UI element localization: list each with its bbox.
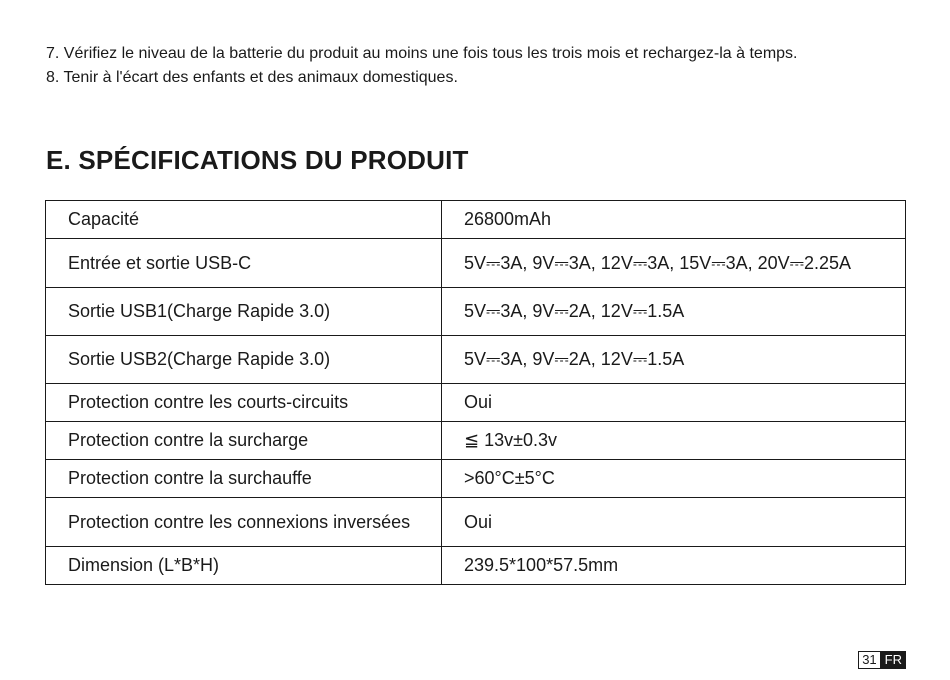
spec-row-usb-c — [46, 239, 906, 288]
spec-table — [45, 200, 906, 585]
spec-label: Protection contre les courts-circuits — [46, 384, 442, 422]
language-badge: FR — [881, 651, 906, 669]
spec-row-overheat — [46, 460, 906, 498]
spec-value: 5V⎓3A, 9V⎓3A, 12V⎓3A, 15V⎓3A, 20V⎓2.25A — [442, 239, 906, 288]
spec-value: ≦ 13v±0.3v — [442, 422, 906, 460]
spec-value: 5V⎓3A, 9V⎓2A, 12V⎓1.5A — [442, 288, 906, 336]
spec-label: Protection contre la surchauffe — [46, 460, 442, 498]
note-item: 7. Vérifiez le niveau de la batterie du produit au moins une fois tous les trois mois et rechargez-la à temps. — [46, 45, 798, 62]
spec-value: 239.5*100*57.5mm — [442, 547, 906, 585]
spec-row-reverse-connection — [46, 498, 906, 547]
spec-label: Protection contre la surcharge — [46, 422, 442, 460]
spec-row-overcharge — [46, 422, 906, 460]
section-title: E. SPÉCIFICATIONS DU PRODUIT — [46, 145, 469, 175]
spec-row-usb2 — [46, 336, 906, 384]
spec-value: 26800mAh — [442, 201, 906, 239]
spec-label: Capacité — [46, 201, 442, 239]
spec-row-short-circuit — [46, 384, 906, 422]
page-indicator — [858, 651, 906, 669]
spec-row-usb1 — [46, 288, 906, 336]
spec-label: Sortie USB1(Charge Rapide 3.0) — [46, 288, 442, 336]
spec-value: Oui — [442, 498, 906, 547]
spec-row-dimension — [46, 547, 906, 585]
spec-value: Oui — [442, 384, 906, 422]
spec-label: Sortie USB2(Charge Rapide 3.0) — [46, 336, 442, 384]
spec-label: Dimension (L*B*H) — [46, 547, 442, 585]
spec-row-capacity — [46, 201, 906, 239]
spec-label: Entrée et sortie USB-C — [46, 239, 442, 288]
safety-notes — [46, 42, 798, 90]
spec-value: >60°C±5°C — [442, 460, 906, 498]
page-number: 31 — [858, 651, 880, 669]
spec-value: 5V⎓3A, 9V⎓2A, 12V⎓1.5A — [442, 336, 906, 384]
note-item: 8. Tenir à l'écart des enfants et des animaux domestiques. — [46, 69, 458, 86]
spec-label: Protection contre les connexions inversées — [46, 498, 442, 547]
